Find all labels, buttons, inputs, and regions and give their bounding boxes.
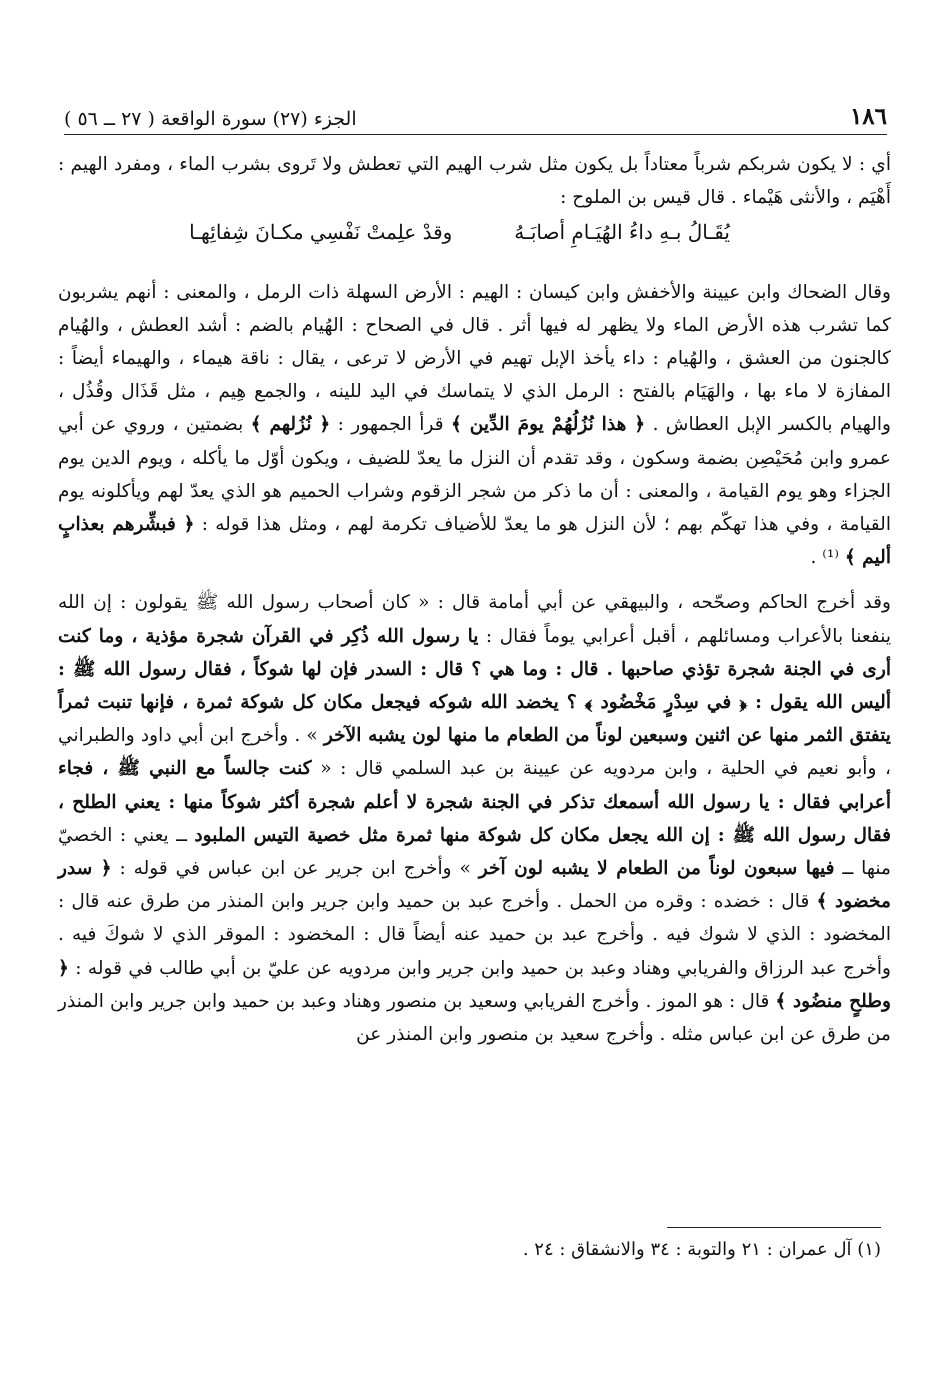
text-run: » وأخرج ابن جرير عن ابن عباس في قوله : xyxy=(119,858,471,880)
quran-quote: ﴿ فبشِّرهم بعذابٍ أليم ﴾ xyxy=(58,514,891,569)
text-run: ــ يعني : الخصيّ منها ــ xyxy=(58,824,891,880)
running-title: الجزء (٢٧) سورة الواقعة ( ٢٧ ــ ٥٦ ) xyxy=(64,108,357,130)
hadith-text: فيها سبعون لوناً من الطعام لا يشبه لون آخر xyxy=(478,858,835,880)
paragraph-2 xyxy=(58,276,891,575)
text-run: وقد أخرج الحاكم وصحّحه ، والبيهقي عن أبي أمامة قال : « كان أصحاب رسول الله ﷺ يقولون : إن الله ينفعنا بالأعراب ومسائلهم ، أقبل أعرابي يوماً فقال : xyxy=(58,592,891,647)
quran-quote: ﴿ نُزُلهم ﴾ xyxy=(250,414,331,436)
paragraph-1: أي : لا يكون شربكم شرباً معتاداً بل يكون مثل شرب الهيم التي تعطش ولا تَروى بشرب الماء ، ومفرد الهيم : أَهْيَم ، والأنثى هَيْماء . قال قيس بن الملوح : xyxy=(58,154,891,209)
hadith-text: كنت جالساً مع النبي ﷺ ، فجاء أعرابي فقال : يا رسول الله أسمعك تذكر في الجنة شجرة لا أعلم شجرة أكثر شوكاً منها : يعني الطلح ، فقال رسول الله ﷺ : إن الله يجعل مكان كل شوكة منها ثمرة مثل خصية التيس الملبود xyxy=(58,758,891,846)
paragraph-3 xyxy=(58,586,891,1051)
text-run: » . وأخرج ابن أبي داود والطبراني ، وأبو نعيم في الحلية ، وابن مردويه عن عيينة بن عبد السلمي قال : « xyxy=(58,725,891,780)
text-run: وقال الضحاك وابن عيينة والأخفش وابن كيسان : الهيم : الأرض السهلة ذات الرمل ، والمعنى : أنهم يشربون كما تشرب هذه الأرض الماء ولا يظهر له فيها أثر . قال في الصحاح : الهُيام بالضم : أشد العطش ، والهُيام كالجنون من العشق ، والهُيام : داء يأخذ الإبل تهيم في الأرض لا ترعى ، يقال : ناقة هيماء ، والهيماء أيضاً : المفازة لا ماء بها ، والهَيَام بالفتح : الرمل الذي لا يتماسك في اليد للينه ، والجمع هِيم ، مثل قَذَال وقُذُل ، والهيام بالكسر الإبل العطاش . xyxy=(58,281,892,436)
quran-quote: ﴿ وطلحٍ منضُود ﴾ xyxy=(58,957,891,1012)
poetry-verse xyxy=(58,216,891,249)
page-number: ١٨٦ xyxy=(849,103,887,130)
text-run: قرأ الجمهور : xyxy=(337,414,444,436)
text-run: قال : خضده : وقره من الحمل . وأخرج عبد بن حميد وابن جرير وابن المنذر من طرق عنه قال : المخضود : الذي لا شوك فيه . وأخرج عبد بن حميد عنه أيضاً قال : المخضود : الموقر الذي لا شوكَ فيه . وأخرج عبد الرزاق والفريابي وهناد وعبد بن حميد وابن جرير وابن مردويه عن عليّ بن أبي طالب في قوله : xyxy=(58,891,891,979)
verse-hemistich-first: يُقَـالُ بـهِ داءُ الهُيَـامِ أصابَـهُ xyxy=(514,220,730,245)
page-header xyxy=(64,92,887,135)
footnote-ref: ⁽¹⁾ . xyxy=(810,547,839,569)
text-run: قال : هو الموز . وأخرج الفريابي وسعيد بن منصور وهناد وعبد بن حميد وابن جرير وابن المنذر من طرق عن ابن عباس مثله . وأخرج سعيد بن منصور وابن المنذر عن xyxy=(58,990,891,1046)
footnote: (١) آل عمران : ٢١ والتوبة : ٣٤ والانشقاق : ٢٤ . xyxy=(522,1239,881,1260)
quran-quote: ﴿ سدر مخضود ﴾ xyxy=(58,858,892,913)
text-run: بضمتين ، وروي عن أبي عمرو وابن مُحَيْصِن بضمة وسكون ، وقد تقدم أن النزل ما يعدّ للضيف ، ويكون أوّل ما يأكله ، ويوم الدين يوم الجزاء وهو يوم القيامة ، والمعنى : أن ما ذكر من شجر الزقوم وشراب الحميم هو الذي يعدّ لهم ويأكلونه يوم القيامة ، وفي هذا تهكّم بهم ؛ لأن النزل هو ما يعدّ للأضياف تكرمة لهم ، ومثل هذا قوله : xyxy=(58,414,891,536)
quran-quote: ﴿ هذا نُزُلُهُمْ يومَ الدِّين ﴾ xyxy=(450,414,646,436)
footnote-separator xyxy=(667,1227,881,1228)
verse-hemistich-second: وقدْ علِمتْ نَفْسِي مكـانَ شِفائِهـا xyxy=(189,220,453,245)
main-text xyxy=(58,148,891,1051)
hadith-text: يا رسول الله ذُكِر في القرآن شجرة مؤذية ، وما كنت أرى في الجنة شجرة تؤذي صاحبها . قال : وما هي ؟ قال : السدر فإن لها شوكاً ، فقال رسول الله ﷺ : أليس الله يقول : ﴿ في سِدْرٍ مَخْضُود ﴾ ؟ يخضد الله شوكه فيجعل مكان كل شوكة ثمرة ، فإنها تنبت ثمراً يتفتق الثمر منها عن اثنين وسبعين لوناً من الطعام ما منها لون يشبه الآخر xyxy=(58,625,891,747)
